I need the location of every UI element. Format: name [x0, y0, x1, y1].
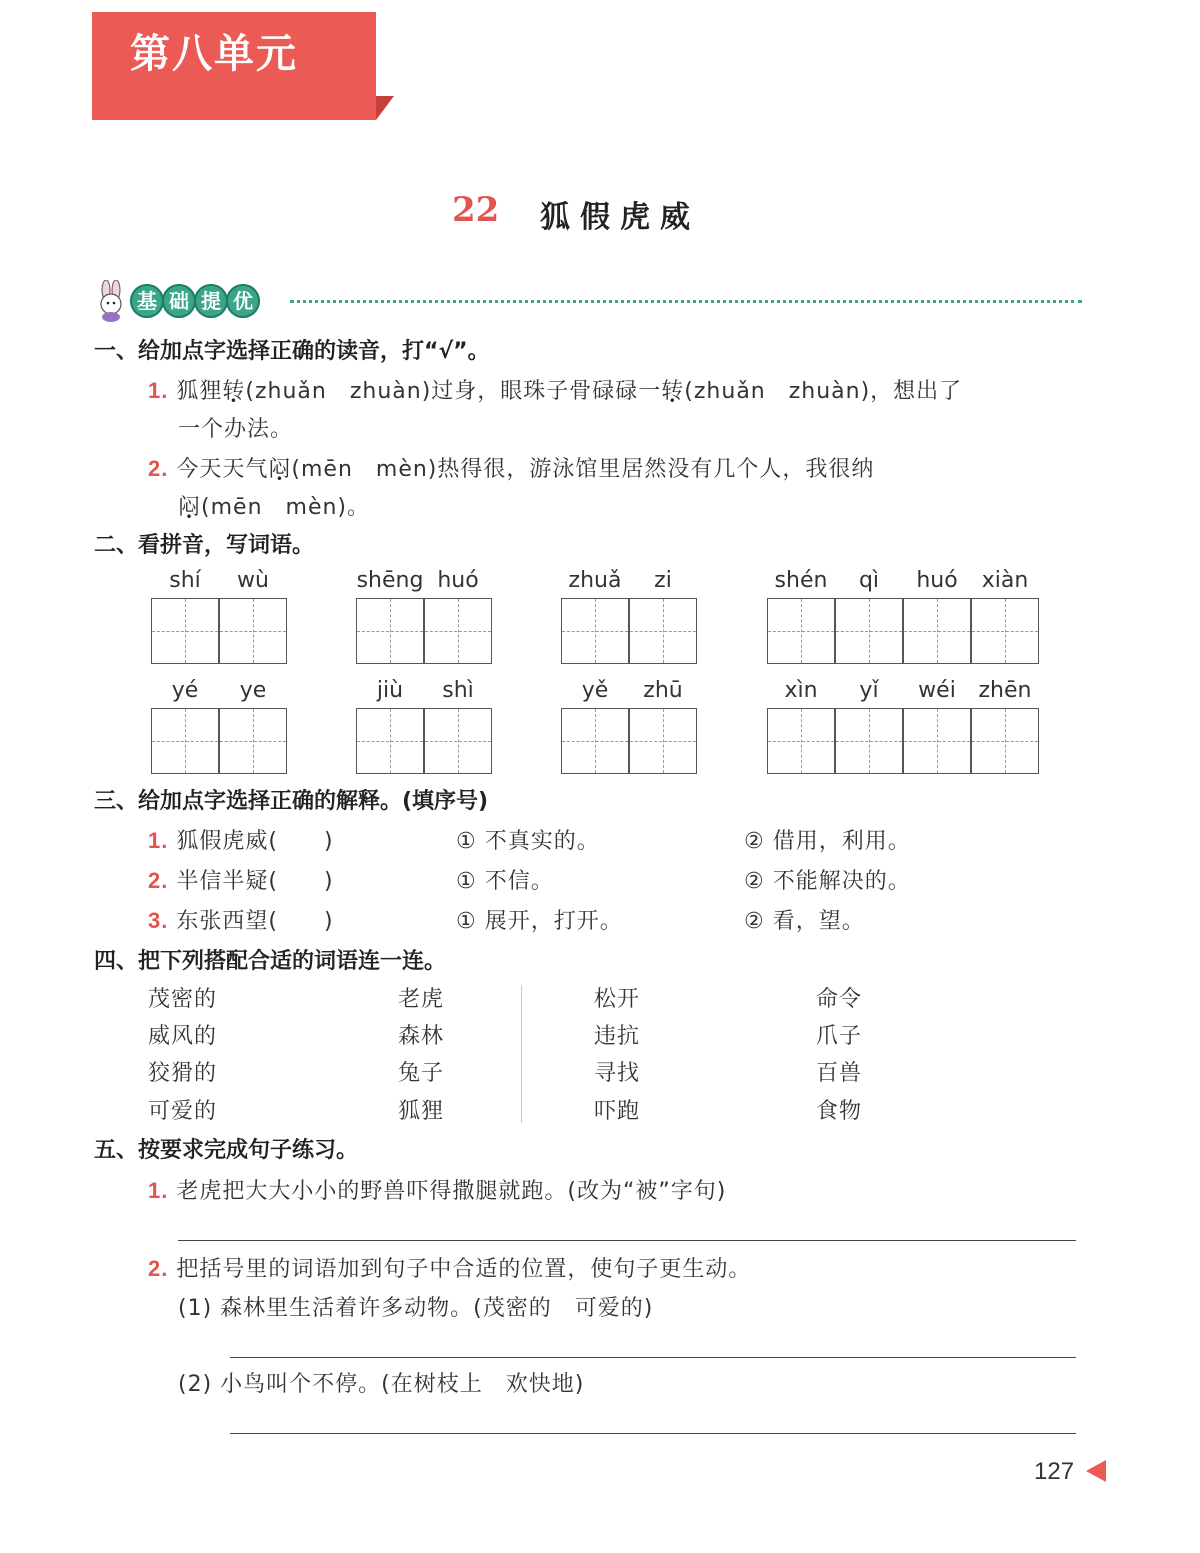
q3-word: 狐假虎威( )	[176, 829, 334, 854]
column-divider	[521, 985, 522, 1123]
writing-box[interactable]	[356, 708, 424, 774]
section-divider	[290, 300, 1082, 303]
pinyin-label: jiù	[376, 678, 404, 703]
match-word[interactable]: 兔子	[398, 1061, 445, 1086]
writing-box[interactable]	[767, 708, 835, 774]
pinyin-label: huó	[437, 568, 479, 593]
writing-box[interactable]	[561, 598, 629, 664]
pinyin-label: yé	[171, 678, 199, 703]
item-number: 3.	[148, 908, 169, 933]
match-word[interactable]: 狐狸	[398, 1099, 445, 1124]
text: (mēn mèn)热得很，游泳馆里居然没有几个人，我很纳	[291, 457, 875, 482]
match-word[interactable]: 松开	[594, 987, 641, 1012]
writing-box[interactable]	[971, 598, 1039, 664]
q3-word: 东张西望( )	[176, 909, 334, 934]
item-number: 1.	[148, 828, 169, 853]
match-word[interactable]: 威风的	[148, 1024, 218, 1049]
text: (zhuǎn zhuàn)过身，眼珠子骨碌碌一	[245, 379, 662, 404]
q3-option: ① 不真实的。	[456, 829, 600, 854]
q3-item	[148, 864, 334, 895]
writing-box[interactable]	[151, 708, 219, 774]
writing-box[interactable]	[629, 598, 697, 664]
writing-box[interactable]	[561, 708, 629, 774]
pinyin-label: qì	[858, 568, 880, 593]
q3-option: ① 不信。	[456, 869, 554, 894]
pinyin-label: xìn	[784, 678, 818, 703]
pinyin-label: shí	[169, 568, 201, 593]
writing-box[interactable]	[424, 708, 492, 774]
writing-box[interactable]	[151, 598, 219, 664]
text: 今天天气	[176, 457, 269, 482]
pinyin-label: shēng	[356, 568, 424, 593]
item-number: 2.	[148, 868, 169, 893]
writing-box[interactable]	[629, 708, 697, 774]
q5-item2-text: 把括号里的词语加到句子中合适的位置，使句子更生动。	[176, 1257, 752, 1282]
q1-item1-line2: 一个办法。	[178, 417, 294, 442]
match-word[interactable]: 茂密的	[148, 987, 218, 1012]
pinyin-label: yě	[581, 678, 609, 703]
q1-item1-number: 1.	[148, 378, 169, 403]
item-number: 1.	[148, 1178, 169, 1203]
pinyin-label: xiàn	[981, 568, 1029, 593]
text: (mēn mèn)。	[201, 495, 371, 520]
pinyin-label: zhēn	[978, 678, 1032, 703]
banner-fold-icon	[376, 96, 396, 122]
q3-word: 半信半疑( )	[176, 869, 334, 894]
answer-line[interactable]	[230, 1433, 1076, 1434]
badge-char: 础	[162, 284, 196, 318]
q1-item1-line1	[148, 374, 962, 405]
pinyin-label: shén	[774, 568, 828, 593]
item-number: 2.	[148, 1256, 169, 1281]
text: 狐狸	[176, 379, 223, 404]
q3-heading: 三、给加点字选择正确的解释。(填序号)	[94, 789, 489, 814]
pinyin-label: ye	[239, 678, 267, 703]
answer-line[interactable]	[230, 1357, 1076, 1358]
q5-heading: 五、按要求完成句子练习。	[94, 1138, 359, 1163]
pinyin-label: huó	[916, 568, 958, 593]
match-word[interactable]: 吓跑	[594, 1099, 641, 1124]
q3-item	[148, 904, 334, 935]
q3-option: ① 展开，打开。	[456, 909, 623, 934]
q1-item2-line2	[178, 490, 370, 521]
dotted-char: 转	[661, 379, 685, 404]
match-word[interactable]: 食物	[816, 1099, 863, 1124]
q5-sub1: (1) 森林里生活着许多动物。(茂密的 可爱的)	[178, 1296, 654, 1321]
lesson-title: 狐假虎威	[540, 200, 700, 235]
match-word[interactable]: 老虎	[398, 987, 445, 1012]
writing-box[interactable]	[219, 708, 287, 774]
page-number: 127	[1034, 1458, 1075, 1485]
pinyin-label: zi	[654, 568, 672, 593]
writing-box[interactable]	[424, 598, 492, 664]
dotted-char: 闷	[178, 495, 202, 520]
badge-char: 提	[194, 284, 228, 318]
q4-heading: 四、把下列搭配合适的词语连一连。	[94, 949, 447, 974]
q5-item1	[148, 1174, 726, 1205]
writing-box[interactable]	[971, 708, 1039, 774]
q3-option: ② 不能解决的。	[744, 869, 911, 894]
match-word[interactable]: 百兽	[816, 1061, 863, 1086]
rabbit-mascot-icon	[92, 280, 130, 322]
q1-heading: 一、给加点字选择正确的读音，打“√”。	[94, 339, 490, 364]
match-word[interactable]: 狡猾的	[148, 1061, 218, 1086]
writing-box[interactable]	[903, 598, 971, 664]
lesson-number: 22	[452, 190, 500, 230]
dotted-char: 闷	[268, 457, 292, 482]
q1-item2-line1	[148, 452, 874, 483]
writing-box[interactable]	[356, 598, 424, 664]
writing-box[interactable]	[903, 708, 971, 774]
q5-item2	[148, 1252, 751, 1283]
q1-item2-number: 2.	[148, 456, 169, 481]
q5-sub2: (2) 小鸟叫个不停。(在树枝上 欢快地)	[178, 1372, 585, 1397]
writing-box[interactable]	[219, 598, 287, 664]
match-word[interactable]: 森林	[398, 1024, 445, 1049]
match-word[interactable]: 可爱的	[148, 1099, 218, 1124]
writing-box[interactable]	[835, 708, 903, 774]
match-word[interactable]: 命令	[816, 987, 863, 1012]
pinyin-label: shì	[442, 678, 474, 703]
match-word[interactable]: 寻找	[594, 1061, 641, 1086]
section-badge	[132, 284, 260, 318]
pinyin-label: zhū	[643, 678, 683, 703]
text: (zhuǎn zhuàn)，想出了	[684, 379, 963, 404]
q3-option: ② 看，望。	[744, 909, 865, 934]
q3-option: ② 借用，利用。	[744, 829, 911, 854]
writing-box[interactable]	[835, 598, 903, 664]
badge-char: 优	[226, 284, 260, 318]
unit-title: 第八单元	[130, 31, 298, 77]
pinyin-label: zhuǎ	[568, 568, 622, 593]
writing-box[interactable]	[767, 598, 835, 664]
answer-line[interactable]	[178, 1240, 1076, 1241]
match-word[interactable]: 爪子	[816, 1024, 863, 1049]
pinyin-label: wù	[237, 568, 269, 593]
badge-char: 基	[130, 284, 164, 318]
match-word[interactable]: 违抗	[594, 1024, 641, 1049]
q5-item1-text: 老虎把大大小小的野兽吓得撒腿就跑。(改为“被”字句)	[176, 1179, 727, 1204]
pinyin-label: yǐ	[859, 678, 879, 703]
q3-item	[148, 824, 334, 855]
dotted-char: 转	[222, 379, 246, 404]
page-arrow-icon	[1086, 1460, 1106, 1482]
q2-heading: 二、看拼音，写词语。	[94, 533, 315, 558]
pinyin-label: wéi	[918, 678, 956, 703]
